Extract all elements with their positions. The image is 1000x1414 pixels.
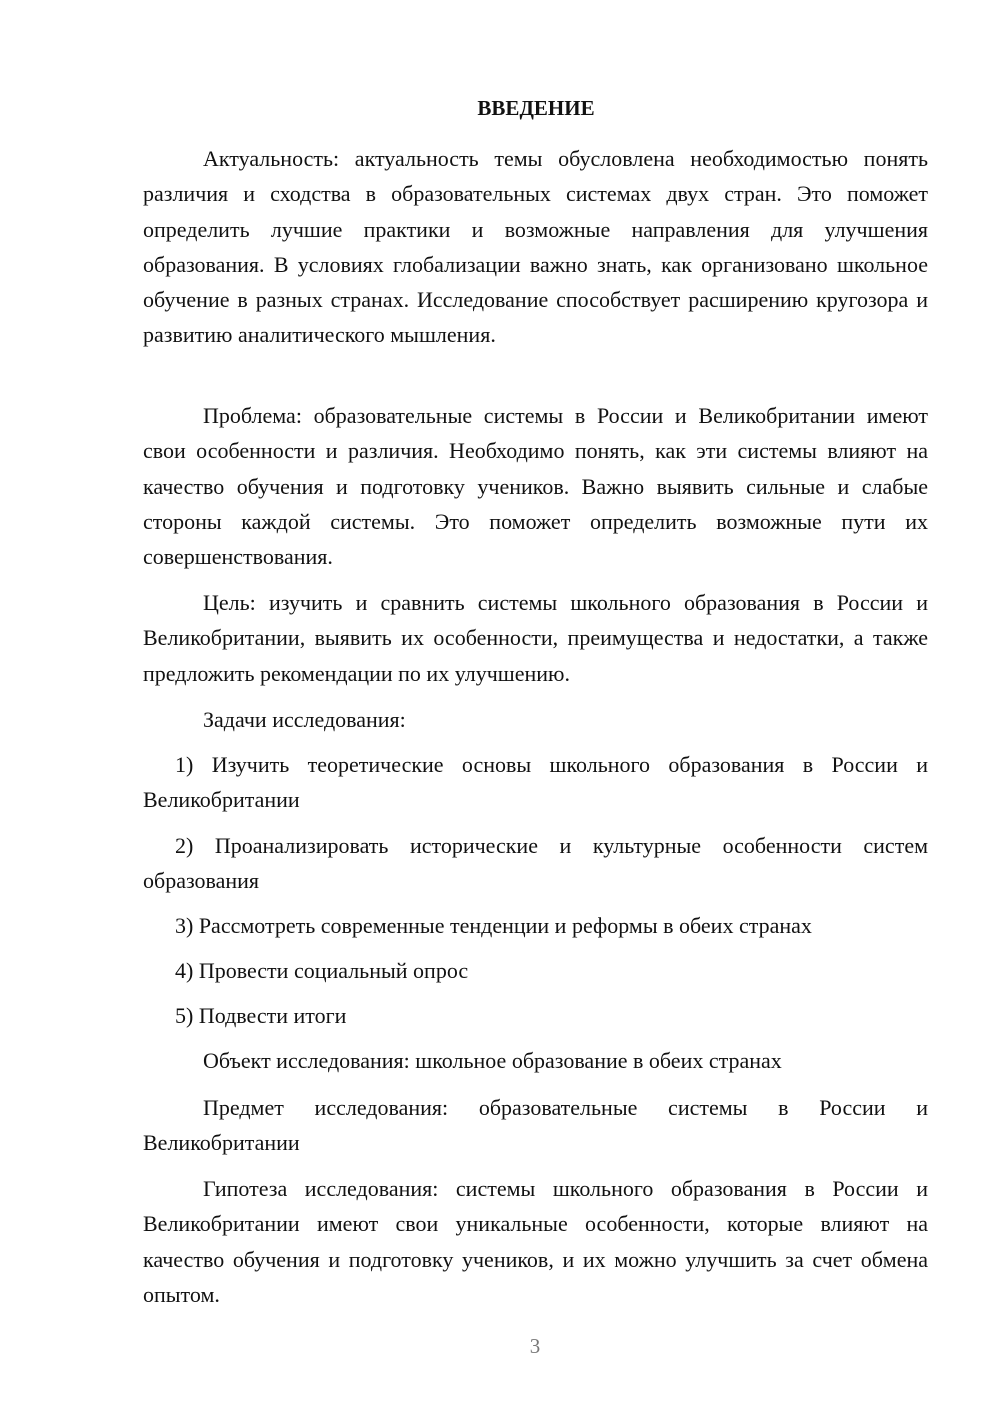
task-item-3: 3) Рассмотреть современные тенденции и реформы в обеих странах — [175, 913, 812, 938]
subject-paragraph: Предмет исследования: образовательные системы в России и Великобритании — [143, 1095, 928, 1156]
problem-paragraph: Проблема: образовательные системы в России и Великобритании имеют свои особенности и различия. Необходимо понять, как эти системы влияют на качество обучения и подготовку учеников. Важно выявить сильные и слабые стороны каждой системы. Это поможет определить возможные пути их совершенствования. — [143, 403, 928, 570]
task-item-5: 5) Подвести итоги — [175, 1003, 347, 1028]
object-paragraph: Объект исследования: школьное образование в обеих странах — [203, 1048, 782, 1073]
page-number: 3 — [529, 1334, 541, 1358]
hypothesis-paragraph: Гипотеза исследования: системы школьного образования в России и Великобритании имеют свои уникальные особенности, которые влияют на качество обучения и подготовку учеников, и их можно улучшить за счет обмена опытом. — [143, 1176, 928, 1307]
task-item-2: 2) Проанализировать исторические и культурные особенности систем образования — [143, 833, 928, 894]
task-item-4: 4) Провести социальный опрос — [175, 958, 469, 983]
task-item-1: 1) Изучить теоретические основы школьного образования в России и Великобритании — [143, 752, 928, 813]
page-title — [36, 96, 1000, 121]
goal-paragraph: Цель: изучить и сравнить системы школьного образования в России и Великобритании, выявить их особенности, преимущества и недостатки, а также предложить рекомендации по их улучшению. — [143, 590, 928, 686]
relevance-paragraph: Актуальность: актуальность темы обусловлена необходимостью понять различия и сходства в образовательных системах двух стран. Это поможет определить лучшие практики и возможные направления для улучшения образования. В условиях глобализации важно знать, как организовано школьное обучение в разных странах. Исследование способствует расширению кругозора и развитию аналитического мышления. — [143, 146, 928, 348]
page-title-text: ВВЕДЕНИЕ — [477, 96, 595, 120]
tasks-heading: Задачи исследования: — [203, 707, 406, 732]
